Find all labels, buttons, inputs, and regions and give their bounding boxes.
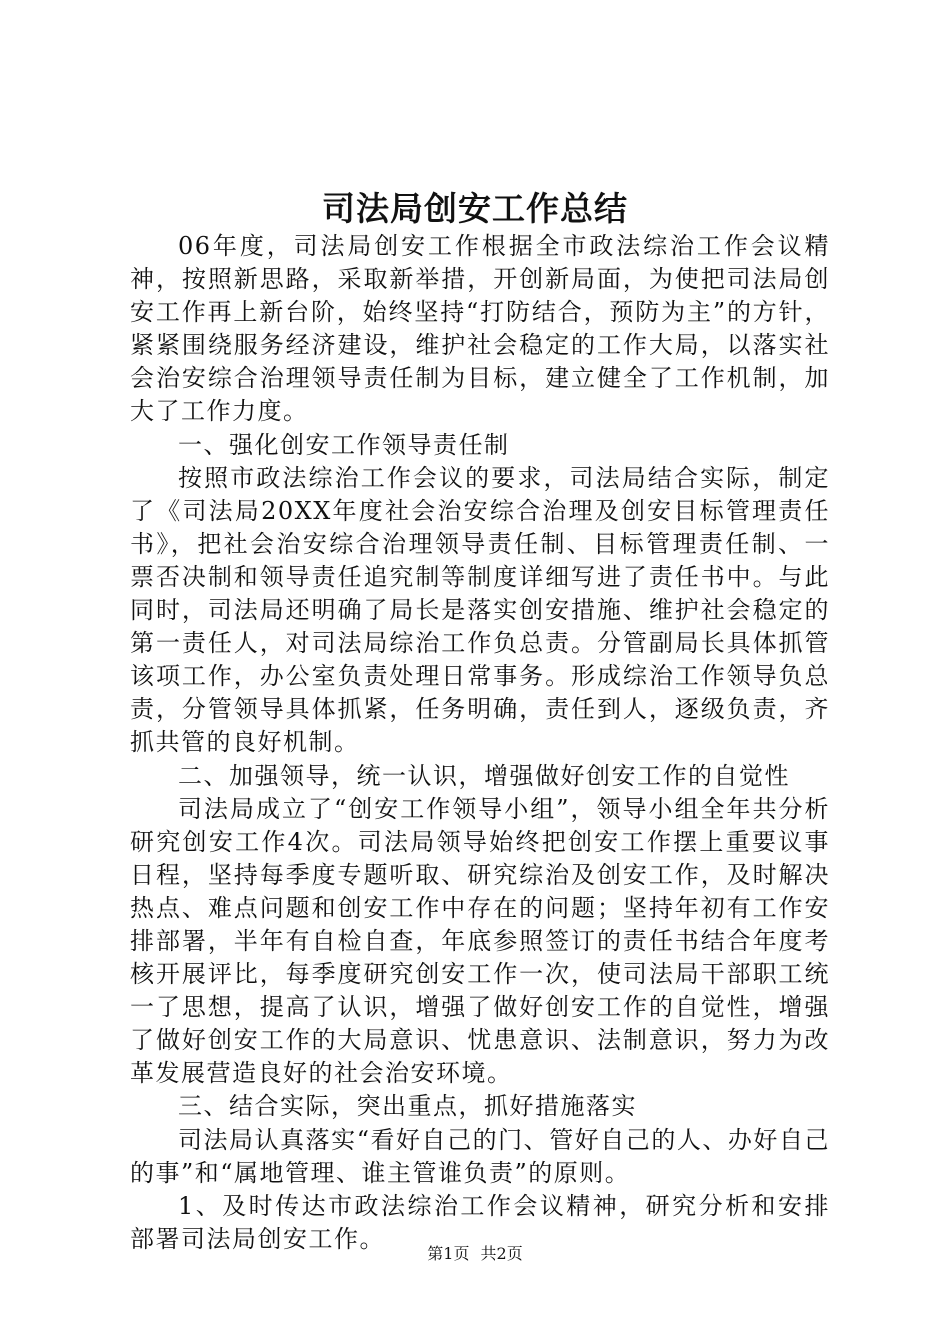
section-heading-1: 一、强化创安工作领导责任制 [178,430,510,459]
section-3-item-1: 1、及时传达市政法综治工作会议精神，研究分析和安排部署司法局创安工作。 [130,1191,830,1253]
page-total: 共2页 [480,1244,523,1263]
section-3-paragraph: 司法局认真落实“看好自己的门、管好自己的人、办好自己的事”和“属地管理、谁主管谁负责”的原则。 [130,1125,830,1187]
document-body [130,230,830,1256]
page-number: 第1页 [427,1244,470,1263]
section-heading-3: 三、结合实际，突出重点，抓好措施落实 [178,1092,637,1121]
section-heading-2: 二、加强领导，统一认识，增强做好创安工作的自觉性 [178,761,790,790]
page-footer [0,1244,950,1264]
intro-paragraph: 06年度，司法局创安工作根据全市政法综治工作会议精神，按照新思路，采取新举措，开创新局面，为使把司法局创安工作再上新台阶，始终坚持“打防结合，预防为主”的方针，紧紧围绕服务经济建设，维护社会稳定的工作大局，以落实社会治安综合治理领导责任制为目标，建立健全了工作机制，加大了工作力度。 [130,232,830,426]
section-1-paragraph: 按照市政法综治工作会议的要求，司法局结合实际，制定了《司法局20XX年度社会治安综合治理及创安目标管理责任书》，把社会治安综合治理领导责任制、目标管理责任制、一票否决制和领导责任追究制等制度详细写进了责任书中。与此同时，司法局还明确了局长是落实创安措施、维护社会稳定的第一责任人，对司法局综治工作负总责。分管副局长具体抓管该项工作，办公室负责处理日常事务。形成综治工作领导负总责，分管领导具体抓紧，任务明确，责任到人，逐级负责，齐抓共管的良好机制。 [130,463,830,757]
document-title: 司法局创安工作总结 [322,189,628,228]
section-2-paragraph: 司法局成立了“创安工作领导小组”，领导小组全年共分析研究创安工作4次。司法局领导始终把创安工作摆上重要议事日程，坚持每季度专题听取、研究综治及创安工作，及时解决热点、难点问题和创安工作中存在的问题；坚持年初有工作安排部署，半年有自检自查，年底参照签订的责任书结合年度考核开展评比，每季度研究创安工作一次，使司法局干部职工统一了思想，提高了认识，增强了做好创安工作的自觉性，增强了做好创安工作的大局意识、忧患意识、法制意识，努力为改革发展营造良好的社会治安环境。 [130,794,830,1088]
